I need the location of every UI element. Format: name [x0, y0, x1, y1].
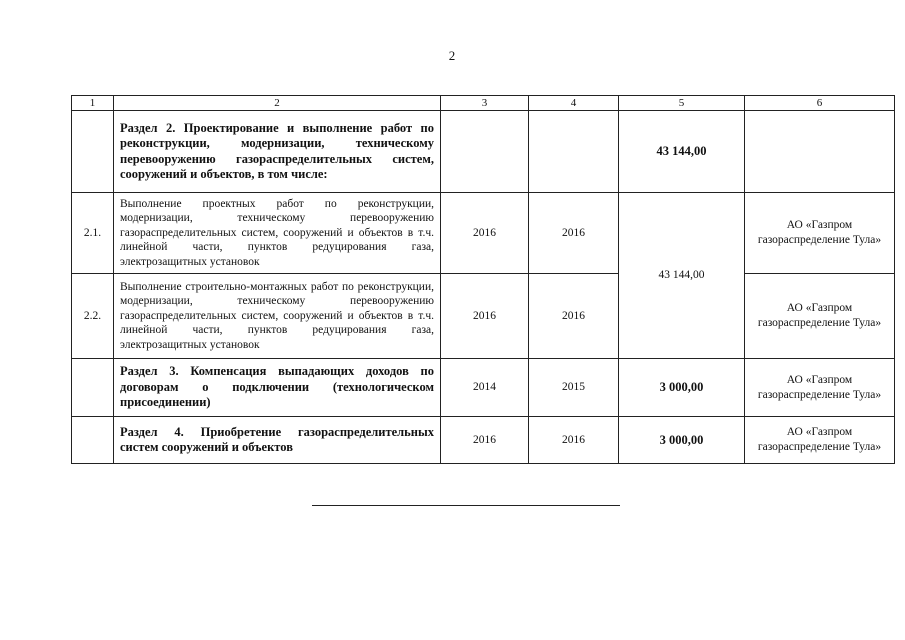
- page-number: 2: [448, 48, 456, 63]
- row-number: [72, 111, 114, 193]
- start-year: [441, 111, 529, 193]
- end-year: 2016: [529, 417, 619, 464]
- table-row: [72, 111, 895, 193]
- row-executor: АО «Газпром газораспределение Тула»: [745, 274, 895, 359]
- header-row: [72, 96, 895, 111]
- table-row: [72, 417, 895, 464]
- row-description: Раздел 4. Приобретение газораспределительных систем сооружений и объектов: [114, 417, 441, 464]
- row-number: [72, 359, 114, 417]
- row-executor: АО «Газпром газораспределение Тула»: [745, 359, 895, 417]
- row-description: Раздел 3. Компенсация выпадающих доходов по договорам о подключении (технологическом присоединении): [114, 359, 441, 417]
- column-header: 2: [114, 96, 441, 111]
- row-executor: [745, 111, 895, 193]
- column-header: 4: [529, 96, 619, 111]
- column-header: 3: [441, 96, 529, 111]
- column-header: 1: [72, 96, 114, 111]
- row-number: [72, 417, 114, 464]
- end-year: [529, 111, 619, 193]
- end-year: 2016: [529, 193, 619, 274]
- end-year: 2015: [529, 359, 619, 417]
- row-description: Раздел 2. Проектирование и выполнение работ по реконструкции, модернизации, техническому перевооружению газораспределительных систем, сооружений и объектов, в том числе:: [114, 111, 441, 193]
- row-sum: 3 000,00: [619, 417, 745, 464]
- end-year: 2016: [529, 274, 619, 359]
- start-year: 2016: [441, 274, 529, 359]
- row-sum: 3 000,00: [619, 359, 745, 417]
- row-description: Выполнение проектных работ по реконструкции, модернизации, техническому перевооружению газораспределительных систем, сооружений и объектов в т.ч. линейной части, пунктов редуцирования газа, электрозащитных установок: [114, 193, 441, 274]
- row-number: 2.1.: [72, 193, 114, 274]
- start-year: 2016: [441, 417, 529, 464]
- row-number: 2.2.: [72, 274, 114, 359]
- investment-table: [71, 95, 895, 464]
- start-year: 2016: [441, 193, 529, 274]
- row-description: Выполнение строительно-монтажных работ по реконструкции, модернизации, техническому перевооружению газораспределительных систем, сооружений и объектов в т.ч. линейной части, пунктов редуцирования газа, электрозащитных установок: [114, 274, 441, 359]
- table-row: [72, 193, 895, 274]
- row-executor: АО «Газпром газораспределение Тула»: [745, 193, 895, 274]
- closing-divider-line: [312, 505, 620, 506]
- merged-sum: 43 144,00: [619, 193, 745, 359]
- row-sum: 43 144,00: [619, 111, 745, 193]
- start-year: 2014: [441, 359, 529, 417]
- row-executor: АО «Газпром газораспределение Тула»: [745, 417, 895, 464]
- table-row: [72, 274, 895, 359]
- table-row: [72, 359, 895, 417]
- column-header: 6: [745, 96, 895, 111]
- column-header: 5: [619, 96, 745, 111]
